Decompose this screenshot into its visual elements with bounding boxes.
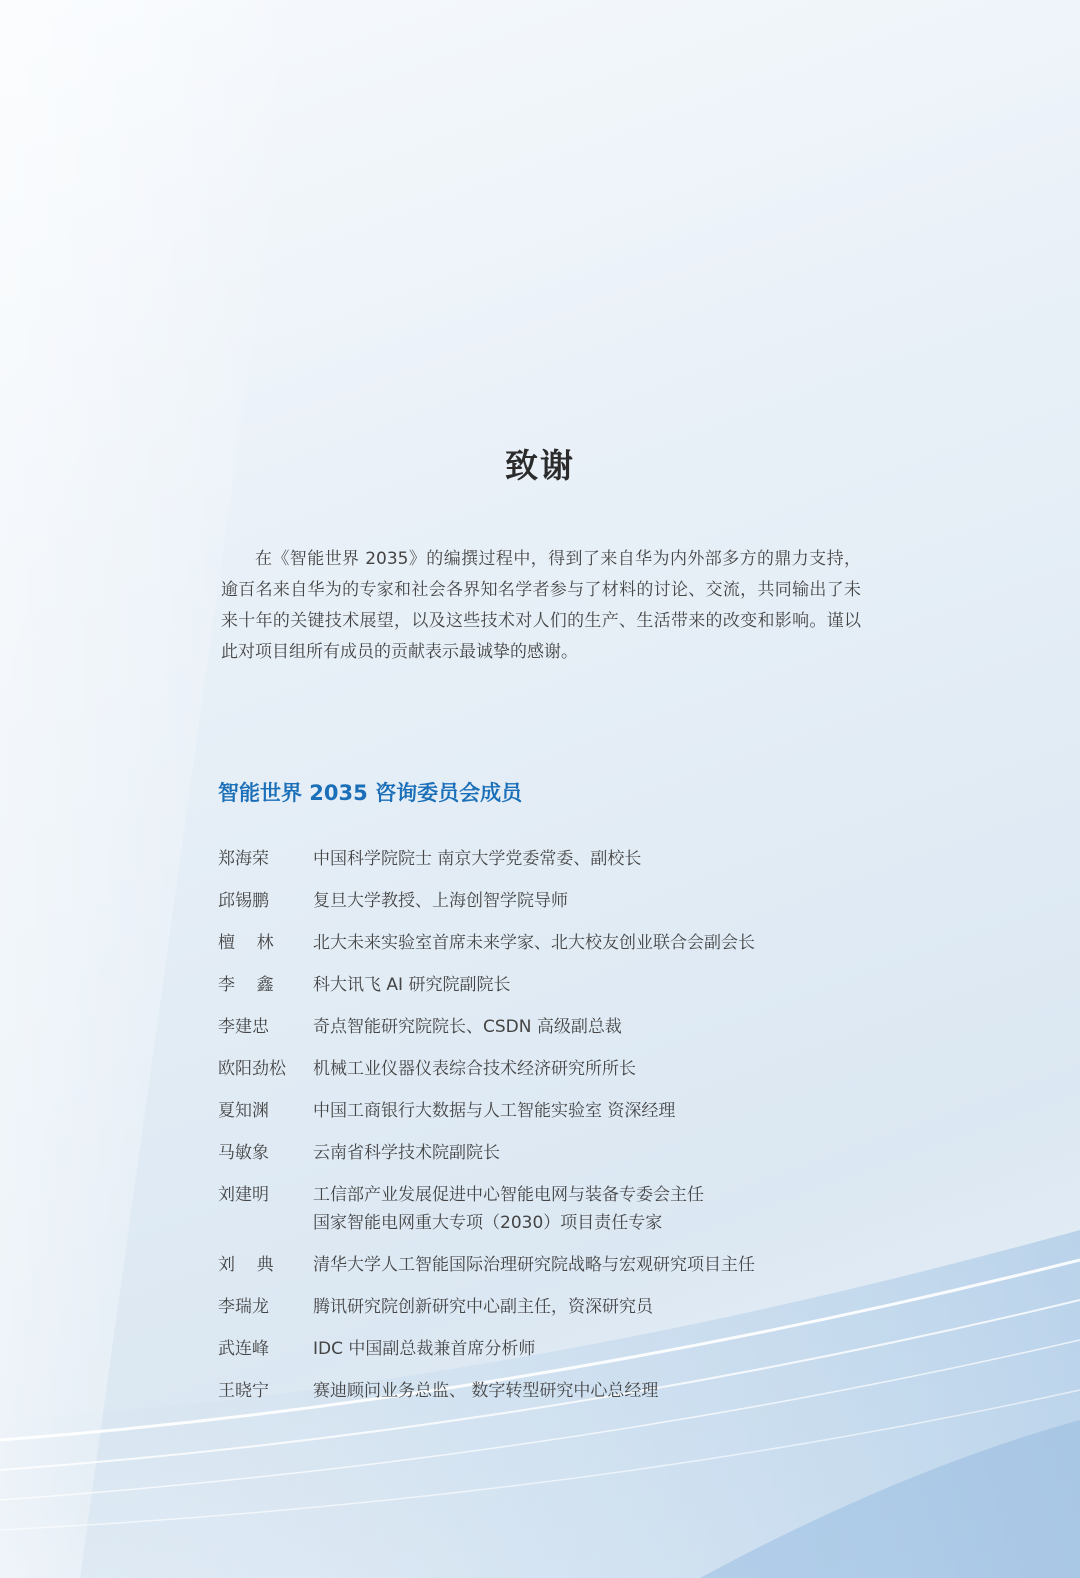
member-roles [313,971,918,999]
member-roles [313,1377,918,1405]
member-row [218,1293,918,1321]
member-role: 复旦大学教授、上海创智学院导师 [313,891,568,911]
member-roles [313,1013,918,1041]
member-role: 奇点智能研究院院长、CSDN 高级副总裁 [313,1017,622,1037]
member-name: 马敏象 [218,1143,269,1163]
member-role: 中国工商银行大数据与人工智能实验室 资深经理 [313,1101,676,1121]
section-heading: 智能世界 2035 咨询委员会成员 [218,781,523,805]
member-roles [313,1097,918,1125]
member-role: 科大讯飞 AI 研究院副院长 [313,975,511,995]
member-row [218,887,918,915]
member-name: 檀 林 [218,933,274,953]
member-name: 刘 典 [218,1255,274,1275]
member-name: 王晓宁 [218,1381,269,1401]
member-roles [313,1293,918,1321]
member-roles [313,1335,918,1363]
member-roles [313,845,918,873]
member-roles [313,1139,918,1167]
member-roles [313,1181,918,1237]
member-row [218,845,918,873]
member-name: 邱锡鹏 [218,891,269,911]
member-row [218,929,918,957]
member-roles [313,1055,918,1083]
member-roles [313,887,918,915]
member-role: IDC 中国副总裁兼首席分析师 [313,1339,536,1359]
member-role: 清华大学人工智能国际治理研究院战略与宏观研究项目主任 [313,1255,755,1275]
member-role: 机械工业仪器仪表综合技术经济研究所所长 [313,1059,636,1079]
member-row [218,1139,918,1167]
member-roles [313,929,918,957]
member-name: 刘建明 [218,1185,269,1205]
intro-paragraph: 在《智能世界 2035》的编撰过程中，得到了来自华为内外部多方的鼎力支持，逾百名来自华为的专家和社会各界知名学者参与了材料的讨论、交流，共同输出了未来十年的关键技术展望，以及这些技术对人们的生产、生活带来的改变和影响。谨以此对项目组所有成员的贡献表示最诚挚的感谢。 [221,549,861,662]
member-role: 国家智能电网重大专项（2030）项目责任专家 [313,1213,663,1233]
member-row [218,1377,918,1405]
member-name: 李建忠 [218,1017,269,1037]
member-row [218,971,918,999]
member-role: 赛迪顾问业务总监、 数字转型研究中心总经理 [313,1381,659,1401]
member-name: 欧阳劲松 [218,1059,286,1079]
member-row [218,1181,918,1237]
page-title: 致谢 [505,446,575,485]
member-row [218,1055,918,1083]
member-row [218,1097,918,1125]
member-name: 郑海荣 [218,849,269,869]
member-role: 北大未来实验室首席未来学家、北大校友创业联合会副会长 [313,933,755,953]
member-name: 李瑞龙 [218,1297,269,1317]
member-role: 工信部产业发展促进中心智能电网与装备专委会主任 [313,1185,704,1205]
member-row [218,1251,918,1279]
member-role: 云南省科学技术院副院长 [313,1143,500,1163]
member-roles [313,1251,918,1279]
member-role: 腾讯研究院创新研究中心副主任，资深研究员 [313,1297,653,1317]
member-name: 夏知渊 [218,1101,269,1121]
member-list [218,845,918,1419]
member-role: 中国科学院院士 南京大学党委常委、副校长 [313,849,642,869]
member-row [218,1335,918,1363]
member-name: 李 鑫 [218,975,274,995]
member-name: 武连峰 [218,1339,269,1359]
member-row [218,1013,918,1041]
